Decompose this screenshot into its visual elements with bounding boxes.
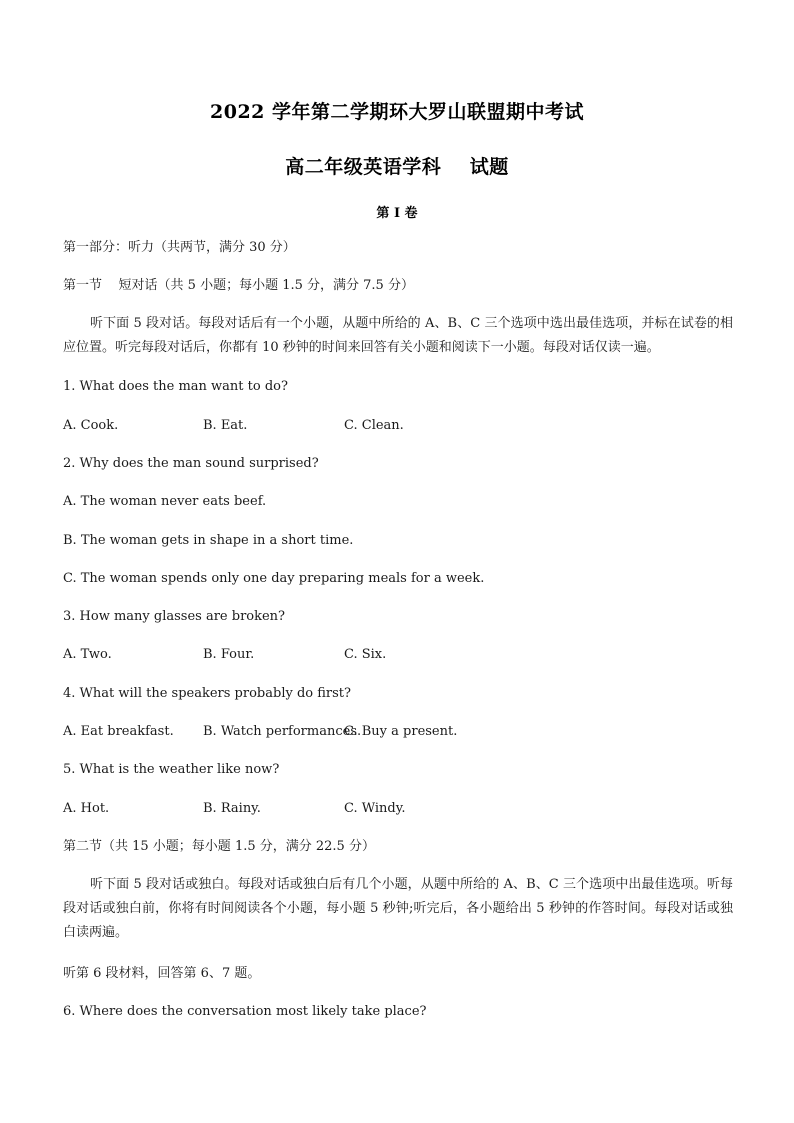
option-b: B. Rainy. xyxy=(203,801,261,816)
option-c: C. Buy a present. xyxy=(344,724,458,739)
option-a: A. The woman never eats beef. xyxy=(63,494,267,509)
question-stem: 1. What does the man want to do? xyxy=(63,379,288,394)
option-a: A. Two. xyxy=(63,647,112,662)
section2-heading: 第二节（共 15 小题；每小题 1.5 分，满分 22.5 分） xyxy=(63,839,375,854)
option-a: A. Eat breakfast. xyxy=(63,724,174,739)
volume-label: 第 I 卷 xyxy=(376,206,418,221)
exam-subtitle: 高二年级英语学科 试题 xyxy=(285,156,509,178)
part1-heading: 第一部分：听力（共两节，满分 30 分） xyxy=(63,240,296,255)
option-a: A. Cook. xyxy=(63,418,119,433)
section1-instructions: 听下面 5 段对话。每段对话后有一个小题，从题中所给的 A、B、C 三个选项中选出最佳选项，并标在试卷的相应位置。听完每段对话后，你都有 10 秒钟的时间来回答有关小题和阅读下一小题。每段对话仅读一遍。 xyxy=(63,316,733,355)
option-c: C. The woman spends only one day preparing meals for a week. xyxy=(63,571,485,586)
option-a: A. Hot. xyxy=(63,801,110,816)
material-note: 听第 6 段材料，回答第 6、7 题。 xyxy=(63,966,261,981)
question-stem: 5. What is the weather like now? xyxy=(63,762,280,777)
option-b: B. Eat. xyxy=(203,418,248,433)
section1-heading: 第一节 短对话（共 5 小题；每小题 1.5 分，满分 7.5 分） xyxy=(63,278,414,293)
question-stem: 4. What will the speakers probably do first? xyxy=(63,686,351,701)
option-b: B. Watch performances. xyxy=(203,724,362,739)
section2-instructions: 听下面 5 段对话或独白。每段对话或独白后有几个小题，从题中所给的 A、B、C 三个选项中出最佳选项。听每段对话或独白前，你将有时间阅读各个小题，每小题 5 秒钟;听完后，各小题给出 5 秒钟的作答时间。每段对话或独白读两遍。 xyxy=(63,877,733,940)
question-stem: 2. Why does the man sound surprised? xyxy=(63,456,319,471)
option-c: C. Windy. xyxy=(344,801,406,816)
option-b: B. Four. xyxy=(203,647,255,662)
option-c: C. Six. xyxy=(344,647,387,662)
option-c: C. Clean. xyxy=(344,418,404,433)
exam-title: 2022 学年第二学期环大罗山联盟期中考试 xyxy=(210,101,584,123)
question-stem: 6. Where does the conversation most likely take place? xyxy=(63,1004,427,1019)
question-stem: 3. How many glasses are broken? xyxy=(63,609,286,624)
option-b: B. The woman gets in shape in a short time. xyxy=(63,533,354,548)
